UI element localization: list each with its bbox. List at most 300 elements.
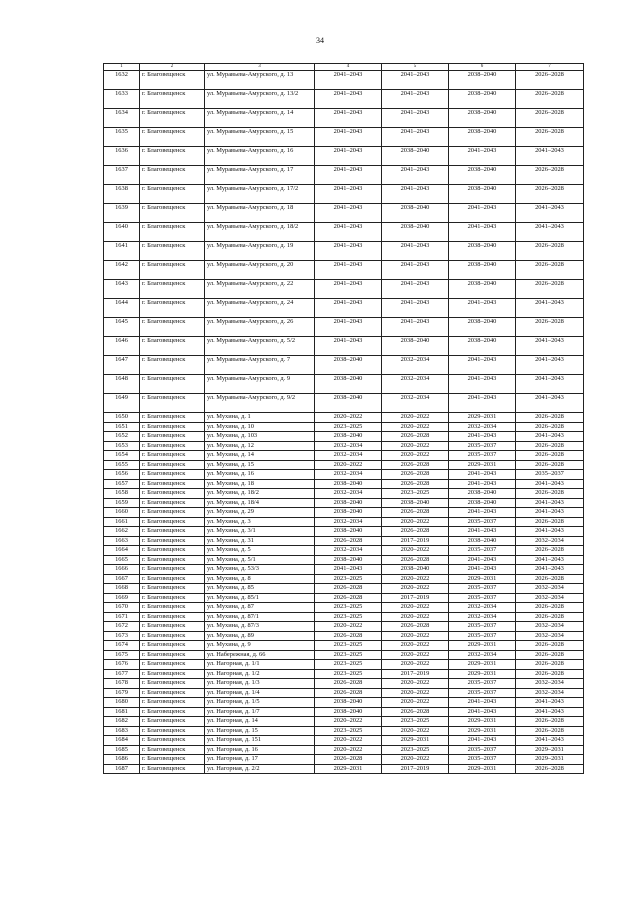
city-cell: г. Благовещенск	[140, 128, 205, 147]
address-cell: ул. Нагорная, д. 1/7	[205, 707, 315, 717]
table-row	[104, 565, 584, 575]
period-cell: 2020–2022	[382, 650, 449, 660]
period-cell: 2041–2043	[382, 90, 449, 109]
period-cell: 2041–2043	[449, 508, 516, 518]
table-row	[104, 147, 584, 166]
period-cell: 2041–2043	[382, 71, 449, 90]
row-number: 1651	[104, 422, 140, 432]
row-number: 1657	[104, 479, 140, 489]
city-cell: г. Благовещенск	[140, 147, 205, 166]
period-cell: 2041–2043	[315, 90, 382, 109]
period-cell: 2020–2022	[382, 641, 449, 651]
city-cell: г. Благовещенск	[140, 527, 205, 537]
period-cell: 2038–2040	[449, 185, 516, 204]
city-cell: г. Благовещенск	[140, 261, 205, 280]
period-cell: 2041–2043	[449, 223, 516, 242]
address-cell: ул. Мухина, д. 10	[205, 422, 315, 432]
period-cell: 2029–2031	[449, 764, 516, 774]
period-cell: 2029–2031	[449, 574, 516, 584]
period-cell: 2041–2043	[516, 394, 584, 413]
row-number: 1681	[104, 707, 140, 717]
period-cell: 2026–2028	[315, 688, 382, 698]
city-cell: г. Благовещенск	[140, 603, 205, 613]
period-cell: 2032–2034	[449, 422, 516, 432]
table-row	[104, 517, 584, 527]
period-cell: 2026–2028	[516, 261, 584, 280]
table-row	[104, 650, 584, 660]
period-cell: 2032–2034	[315, 451, 382, 461]
city-cell: г. Благовещенск	[140, 631, 205, 641]
period-cell: 2041–2043	[449, 432, 516, 442]
table-row	[104, 612, 584, 622]
period-cell: 2041–2043	[382, 128, 449, 147]
period-cell: 2026–2028	[315, 679, 382, 689]
column-number: 6	[449, 64, 516, 71]
period-cell: 2026–2028	[516, 546, 584, 556]
period-cell: 2023–2025	[315, 660, 382, 670]
period-cell: 2026–2028	[516, 660, 584, 670]
period-cell: 2038–2040	[449, 109, 516, 128]
table-row	[104, 688, 584, 698]
period-cell: 2023–2025	[382, 717, 449, 727]
city-cell: г. Благовещенск	[140, 650, 205, 660]
address-cell: ул. Мухина, д. 18/4	[205, 498, 315, 508]
address-cell: ул. Мухина, д. 8	[205, 574, 315, 584]
period-cell: 2032–2034	[382, 356, 449, 375]
period-cell: 2041–2043	[315, 71, 382, 90]
address-cell: ул. Муравьева-Амурского, д. 14	[205, 109, 315, 128]
period-cell: 2020–2022	[382, 603, 449, 613]
city-cell: г. Благовещенск	[140, 508, 205, 518]
period-cell: 2041–2043	[315, 128, 382, 147]
row-number: 1646	[104, 337, 140, 356]
period-cell: 2041–2043	[449, 356, 516, 375]
address-cell: ул. Муравьева-Амурского, д. 16	[205, 147, 315, 166]
address-cell: ул. Набережная, д. 66	[205, 650, 315, 660]
address-cell: ул. Муравьева-Амурского, д. 18/2	[205, 223, 315, 242]
city-cell: г. Благовещенск	[140, 574, 205, 584]
period-cell: 2026–2028	[382, 432, 449, 442]
period-cell: 2038–2040	[449, 498, 516, 508]
period-cell: 2023–2025	[315, 612, 382, 622]
city-cell: г. Благовещенск	[140, 612, 205, 622]
period-cell: 2026–2028	[516, 318, 584, 337]
period-cell: 2035–2037	[449, 745, 516, 755]
period-cell: 2041–2043	[449, 698, 516, 708]
period-cell: 2041–2043	[315, 337, 382, 356]
period-cell: 2026–2028	[516, 460, 584, 470]
row-number: 1676	[104, 660, 140, 670]
column-number: 7	[516, 64, 584, 71]
address-cell: ул. Мухина, д. 18/2	[205, 489, 315, 499]
row-number: 1675	[104, 650, 140, 660]
period-cell: 2020–2022	[382, 660, 449, 670]
city-cell: г. Благовещенск	[140, 688, 205, 698]
period-cell: 2026–2028	[382, 555, 449, 565]
period-cell: 2041–2043	[315, 204, 382, 223]
city-cell: г. Благовещенск	[140, 470, 205, 480]
period-cell: 2041–2043	[516, 223, 584, 242]
period-cell: 2020–2022	[382, 413, 449, 423]
table-row	[104, 451, 584, 461]
period-cell: 2032–2034	[516, 536, 584, 546]
period-cell: 2023–2025	[382, 489, 449, 499]
period-cell: 2026–2028	[382, 470, 449, 480]
period-cell: 2032–2034	[315, 441, 382, 451]
table-row	[104, 679, 584, 689]
table-row	[104, 755, 584, 765]
period-cell: 2026–2028	[516, 451, 584, 461]
period-cell: 2035–2037	[449, 679, 516, 689]
period-cell: 2038–2040	[315, 498, 382, 508]
period-cell: 2041–2043	[449, 375, 516, 394]
period-cell: 2026–2028	[382, 479, 449, 489]
row-number: 1650	[104, 413, 140, 423]
column-number-row	[104, 64, 584, 71]
period-cell: 2038–2040	[315, 356, 382, 375]
city-cell: г. Благовещенск	[140, 223, 205, 242]
address-cell: ул. Мухина, д. 5/1	[205, 555, 315, 565]
address-cell: ул. Мухина, д. 14	[205, 451, 315, 461]
period-cell: 2038–2040	[449, 71, 516, 90]
city-cell: г. Благовещенск	[140, 204, 205, 223]
period-cell: 2032–2034	[516, 593, 584, 603]
period-cell: 2041–2043	[382, 318, 449, 337]
city-cell: г. Благовещенск	[140, 432, 205, 442]
table-row	[104, 745, 584, 755]
period-cell: 2017–2019	[382, 669, 449, 679]
city-cell: г. Благовещенск	[140, 584, 205, 594]
period-cell: 2035–2037	[449, 441, 516, 451]
period-cell: 2041–2043	[449, 555, 516, 565]
city-cell: г. Благовещенск	[140, 755, 205, 765]
period-cell: 2020–2022	[315, 622, 382, 632]
period-cell: 2023–2025	[315, 650, 382, 660]
row-number: 1647	[104, 356, 140, 375]
row-number: 1633	[104, 90, 140, 109]
period-cell: 2041–2043	[449, 299, 516, 318]
address-cell: ул. Муравьева-Амурского, д. 19	[205, 242, 315, 261]
period-cell: 2029–2031	[449, 726, 516, 736]
address-cell: ул. Муравьева-Амурского, д. 17/2	[205, 185, 315, 204]
city-cell: г. Благовещенск	[140, 622, 205, 632]
address-cell: ул. Мухина, д. 53/3	[205, 565, 315, 575]
table-row	[104, 460, 584, 470]
table-row	[104, 641, 584, 651]
address-cell: ул. Нагорная, д. 1/3	[205, 679, 315, 689]
address-cell: ул. Нагорная, д. 17	[205, 755, 315, 765]
row-number: 1652	[104, 432, 140, 442]
period-cell: 2041–2043	[382, 261, 449, 280]
period-cell: 2029–2031	[449, 669, 516, 679]
address-cell: ул. Муравьева-Амурского, д. 9	[205, 375, 315, 394]
address-cell: ул. Муравьева-Амурского, д. 20	[205, 261, 315, 280]
address-cell: ул. Мухина, д. 85	[205, 584, 315, 594]
period-cell: 2041–2043	[315, 280, 382, 299]
period-cell: 2035–2037	[449, 688, 516, 698]
period-cell: 2029–2031	[516, 745, 584, 755]
table-row	[104, 413, 584, 423]
period-cell: 2038–2040	[449, 536, 516, 546]
period-cell: 2020–2022	[315, 413, 382, 423]
period-cell: 2020–2022	[382, 584, 449, 594]
row-number: 1674	[104, 641, 140, 651]
table-row	[104, 470, 584, 480]
period-cell: 2020–2022	[382, 612, 449, 622]
row-number: 1656	[104, 470, 140, 480]
period-cell: 2032–2034	[315, 517, 382, 527]
period-cell: 2038–2040	[449, 280, 516, 299]
row-number: 1654	[104, 451, 140, 461]
period-cell: 2038–2040	[315, 432, 382, 442]
table-row	[104, 479, 584, 489]
table-row	[104, 204, 584, 223]
period-cell: 2038–2040	[449, 489, 516, 499]
period-cell: 2038–2040	[382, 498, 449, 508]
period-cell: 2041–2043	[449, 479, 516, 489]
period-cell: 2041–2043	[516, 565, 584, 575]
city-cell: г. Благовещенск	[140, 109, 205, 128]
period-cell: 2041–2043	[449, 147, 516, 166]
period-cell: 2038–2040	[382, 337, 449, 356]
address-cell: ул. Нагорная, д. 14	[205, 717, 315, 727]
period-cell: 2041–2043	[315, 318, 382, 337]
row-number: 1678	[104, 679, 140, 689]
period-cell: 2026–2028	[516, 603, 584, 613]
address-cell: ул. Нагорная, д. 151	[205, 736, 315, 746]
period-cell: 2032–2034	[382, 394, 449, 413]
table-row	[104, 707, 584, 717]
period-cell: 2041–2043	[516, 508, 584, 518]
period-cell: 2017–2019	[382, 593, 449, 603]
table-row	[104, 280, 584, 299]
column-number: 3	[205, 64, 315, 71]
period-cell: 2041–2043	[449, 736, 516, 746]
table-row	[104, 698, 584, 708]
period-cell: 2038–2040	[315, 555, 382, 565]
period-cell: 2026–2028	[315, 584, 382, 594]
period-cell: 2041–2043	[315, 109, 382, 128]
column-number: 2	[140, 64, 205, 71]
city-cell: г. Благовещенск	[140, 489, 205, 499]
period-cell: 2038–2040	[382, 147, 449, 166]
address-cell: ул. Нагорная, д. 16	[205, 745, 315, 755]
period-cell: 2041–2043	[315, 147, 382, 166]
period-cell: 2026–2028	[516, 574, 584, 584]
address-cell: ул. Нагорная, д. 1/2	[205, 669, 315, 679]
city-cell: г. Благовещенск	[140, 641, 205, 651]
column-number: 1	[104, 64, 140, 71]
city-cell: г. Благовещенск	[140, 242, 205, 261]
period-cell: 2038–2040	[449, 337, 516, 356]
address-cell: ул. Нагорная, д. 1/4	[205, 688, 315, 698]
row-number: 1685	[104, 745, 140, 755]
period-cell: 2020–2022	[315, 745, 382, 755]
city-cell: г. Благовещенск	[140, 479, 205, 489]
address-cell: ул. Мухина, д. 87/3	[205, 622, 315, 632]
period-cell: 2041–2043	[516, 698, 584, 708]
period-cell: 2026–2028	[382, 622, 449, 632]
period-cell: 2041–2043	[315, 299, 382, 318]
period-cell: 2026–2028	[516, 422, 584, 432]
period-cell: 2041–2043	[516, 736, 584, 746]
period-cell: 2020–2022	[382, 546, 449, 556]
period-cell: 2032–2034	[516, 622, 584, 632]
city-cell: г. Благовещенск	[140, 517, 205, 527]
period-cell: 2032–2034	[449, 650, 516, 660]
table-row	[104, 660, 584, 670]
period-cell: 2026–2028	[315, 593, 382, 603]
city-cell: г. Благовещенск	[140, 90, 205, 109]
city-cell: г. Благовещенск	[140, 764, 205, 774]
period-cell: 2026–2028	[516, 413, 584, 423]
table-row	[104, 90, 584, 109]
row-number: 1643	[104, 280, 140, 299]
period-cell: 2020–2022	[315, 736, 382, 746]
period-cell: 2026–2028	[382, 527, 449, 537]
period-cell: 2026–2028	[516, 489, 584, 499]
city-cell: г. Благовещенск	[140, 394, 205, 413]
address-cell: ул. Муравьева-Амурского, д. 5/2	[205, 337, 315, 356]
page-number: 34	[316, 36, 324, 45]
address-cell: ул. Муравьева-Амурского, д. 15	[205, 128, 315, 147]
period-cell: 2035–2037	[449, 546, 516, 556]
row-number: 1669	[104, 593, 140, 603]
row-number: 1683	[104, 726, 140, 736]
table-row	[104, 223, 584, 242]
table-row	[104, 622, 584, 632]
period-cell: 2038–2040	[315, 479, 382, 489]
city-cell: г. Благовещенск	[140, 717, 205, 727]
period-cell: 2041–2043	[516, 498, 584, 508]
period-cell: 2038–2040	[382, 565, 449, 575]
period-cell: 2026–2028	[516, 242, 584, 261]
city-cell: г. Благовещенск	[140, 166, 205, 185]
table-row	[104, 441, 584, 451]
period-cell: 2026–2028	[516, 641, 584, 651]
address-cell: ул. Муравьева-Амурского, д. 13/2	[205, 90, 315, 109]
period-cell: 2041–2043	[315, 166, 382, 185]
period-cell: 2038–2040	[315, 394, 382, 413]
period-cell: 2041–2043	[516, 707, 584, 717]
table-row	[104, 631, 584, 641]
table-row	[104, 356, 584, 375]
row-number: 1640	[104, 223, 140, 242]
period-cell: 2041–2043	[516, 479, 584, 489]
period-cell: 2020–2022	[382, 574, 449, 584]
row-number: 1636	[104, 147, 140, 166]
city-cell: г. Благовещенск	[140, 736, 205, 746]
period-cell: 2041–2043	[516, 527, 584, 537]
period-cell: 2038–2040	[315, 527, 382, 537]
period-cell: 2026–2028	[516, 441, 584, 451]
row-number: 1655	[104, 460, 140, 470]
register-table	[103, 63, 584, 774]
period-cell: 2023–2025	[315, 574, 382, 584]
table-row	[104, 546, 584, 556]
city-cell: г. Благовещенск	[140, 565, 205, 575]
row-number: 1645	[104, 318, 140, 337]
city-cell: г. Благовещенск	[140, 441, 205, 451]
period-cell: 2041–2043	[516, 432, 584, 442]
address-cell: ул. Мухина, д. 87	[205, 603, 315, 613]
table-row	[104, 584, 584, 594]
table-row	[104, 536, 584, 546]
period-cell: 2032–2034	[516, 584, 584, 594]
table-row	[104, 375, 584, 394]
table-row	[104, 508, 584, 518]
period-cell: 2041–2043	[449, 394, 516, 413]
period-cell: 2029–2031	[449, 641, 516, 651]
city-cell: г. Благовещенск	[140, 356, 205, 375]
address-cell: ул. Муравьева-Амурского, д. 13	[205, 71, 315, 90]
period-cell: 2032–2034	[315, 489, 382, 499]
address-cell: ул. Муравьева-Амурского, д. 24	[205, 299, 315, 318]
address-cell: ул. Муравьева-Амурского, д. 18	[205, 204, 315, 223]
period-cell: 2026–2028	[382, 707, 449, 717]
row-number: 1665	[104, 555, 140, 565]
period-cell: 2026–2028	[382, 508, 449, 518]
city-cell: г. Благовещенск	[140, 318, 205, 337]
period-cell: 2035–2037	[449, 584, 516, 594]
period-cell: 2020–2022	[382, 726, 449, 736]
period-cell: 2026–2028	[516, 612, 584, 622]
period-cell: 2041–2043	[315, 261, 382, 280]
table-row	[104, 422, 584, 432]
period-cell: 2041–2043	[382, 299, 449, 318]
row-number: 1664	[104, 546, 140, 556]
city-cell: г. Благовещенск	[140, 669, 205, 679]
period-cell: 2020–2022	[382, 451, 449, 461]
period-cell: 2032–2034	[516, 679, 584, 689]
period-cell: 2041–2043	[516, 337, 584, 356]
period-cell: 2032–2034	[315, 546, 382, 556]
row-number: 1687	[104, 764, 140, 774]
period-cell: 2035–2037	[449, 451, 516, 461]
period-cell: 2026–2028	[516, 669, 584, 679]
period-cell: 2026–2028	[382, 460, 449, 470]
period-cell: 2038–2040	[315, 707, 382, 717]
city-cell: г. Благовещенск	[140, 280, 205, 299]
city-cell: г. Благовещенск	[140, 413, 205, 423]
period-cell: 2038–2040	[315, 375, 382, 394]
period-cell: 2032–2034	[516, 688, 584, 698]
row-number: 1637	[104, 166, 140, 185]
period-cell: 2026–2028	[315, 631, 382, 641]
table-row	[104, 337, 584, 356]
period-cell: 2035–2037	[449, 631, 516, 641]
address-cell: ул. Мухина, д. 16	[205, 470, 315, 480]
row-number: 1663	[104, 536, 140, 546]
row-number: 1635	[104, 128, 140, 147]
period-cell: 2041–2043	[516, 375, 584, 394]
period-cell: 2041–2043	[382, 185, 449, 204]
address-cell: ул. Мухина, д. 5	[205, 546, 315, 556]
period-cell: 2020–2022	[382, 517, 449, 527]
city-cell: г. Благовещенск	[140, 375, 205, 394]
period-cell: 2026–2028	[516, 166, 584, 185]
row-number: 1661	[104, 517, 140, 527]
address-cell: ул. Мухина, д. 3	[205, 517, 315, 527]
period-cell: 2023–2025	[315, 603, 382, 613]
period-cell: 2026–2028	[516, 185, 584, 204]
period-cell: 2041–2043	[516, 204, 584, 223]
row-number: 1682	[104, 717, 140, 727]
period-cell: 2038–2040	[382, 223, 449, 242]
period-cell: 2041–2043	[315, 185, 382, 204]
table-row	[104, 432, 584, 442]
address-cell: ул. Мухина, д. 1	[205, 413, 315, 423]
